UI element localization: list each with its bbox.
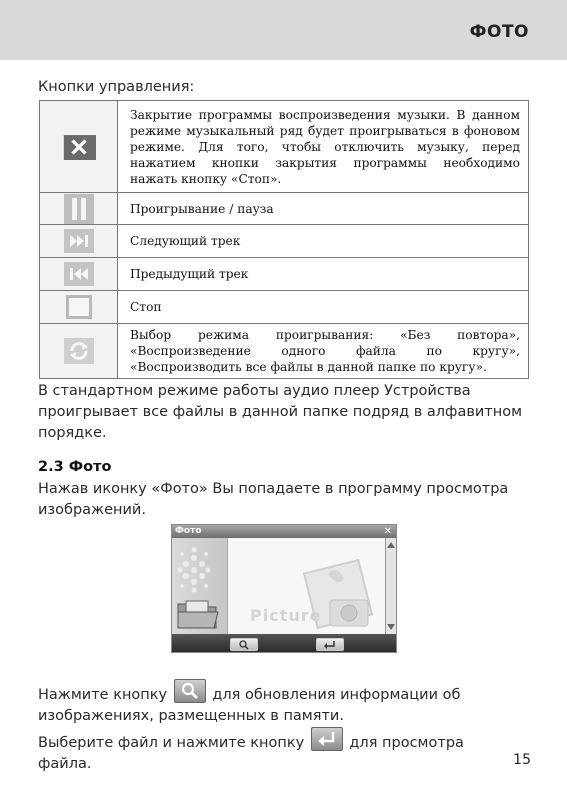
next-track-icon — [64, 228, 94, 254]
enter-icon — [312, 728, 342, 750]
table-row — [40, 101, 529, 193]
screenshot-watermark: Picture — [250, 606, 322, 625]
audio-paragraph: В стандартном режиме работы аудио плеер Устройства проигрывает все файлы в данной папке подряд в алфавитном порядке. — [38, 383, 523, 441]
control-description: Закрытие программы воспроизведения музыки. В данном режиме музыкальный ряд будет проигрываться в фоновом режиме. Для того, чтобы отключить музыку, перед нажатием кнопки закрытия программы необходимо нажать кнопку «Стоп». — [118, 101, 529, 193]
scroll-up-icon — [386, 540, 396, 550]
search-button-image — [174, 679, 206, 703]
screenshot-main-area — [228, 538, 386, 634]
icon-cell — [40, 225, 118, 258]
play-pause-icon — [64, 194, 94, 224]
refresh-instruction — [38, 679, 508, 727]
enter-icon — [317, 639, 343, 650]
control-description: Стоп — [118, 291, 529, 324]
icon-cell — [40, 258, 118, 291]
control-description: Проигрывание / пауза — [118, 193, 529, 225]
icon-cell — [40, 291, 118, 324]
icon-cell — [40, 101, 118, 193]
icon-cell — [40, 193, 118, 225]
repeat-mode-icon — [64, 338, 94, 364]
flower-decoration-icon — [172, 540, 227, 600]
refresh-text-after: для обновления информации об изображениях, размещенных в памяти. — [38, 687, 461, 724]
header-title: ФОТО — [469, 22, 529, 42]
section-title: 2.3 Фото — [38, 459, 112, 475]
control-description: Предыдущий трек — [118, 258, 529, 291]
screenshot-enter-button — [316, 638, 344, 651]
enter-button-image — [311, 727, 343, 751]
screenshot-title: Фото — [175, 526, 202, 536]
screenshot-scrollbar — [385, 538, 396, 634]
select-text-before: Выберите файл и нажмите кнопку — [38, 735, 305, 751]
photo-app-screenshot — [171, 524, 397, 653]
table-row — [40, 225, 529, 258]
page-header — [0, 0, 567, 60]
control-description: Следующий трек — [118, 225, 529, 258]
previous-track-icon — [64, 261, 94, 287]
icon-cell — [40, 324, 118, 379]
section-intro: Нажав иконку «Фото» Вы попадаете в программу просмотра изображений. — [38, 481, 509, 518]
close-icon — [62, 134, 96, 160]
select-instruction — [38, 727, 518, 775]
table-row — [40, 291, 529, 324]
controls-table — [39, 100, 529, 379]
screenshot-toolbar — [172, 634, 396, 652]
page-number: 15 — [513, 752, 531, 768]
search-icon — [231, 639, 257, 650]
folder-icon — [176, 598, 220, 630]
refresh-text-before: Нажмите кнопку — [38, 687, 168, 703]
table-row — [40, 193, 529, 225]
table-row — [40, 324, 529, 379]
stop-icon — [64, 294, 94, 320]
screenshot-sidebar — [172, 538, 228, 634]
screenshot-search-button — [230, 638, 258, 651]
search-icon — [175, 680, 205, 702]
scroll-down-icon — [386, 622, 396, 632]
select-text-after: для просмотра файла. — [38, 735, 464, 772]
control-description: Выбор режима проигрывания: «Без повтора», «Воспроизведение одного файла по кругу», «Воспроизводить все файлы в данной папке по кругу». — [118, 324, 529, 379]
screenshot-titlebar — [172, 525, 396, 538]
controls-label: Кнопки управления: — [38, 79, 195, 95]
table-row — [40, 258, 529, 291]
close-icon: ✕ — [383, 526, 392, 537]
